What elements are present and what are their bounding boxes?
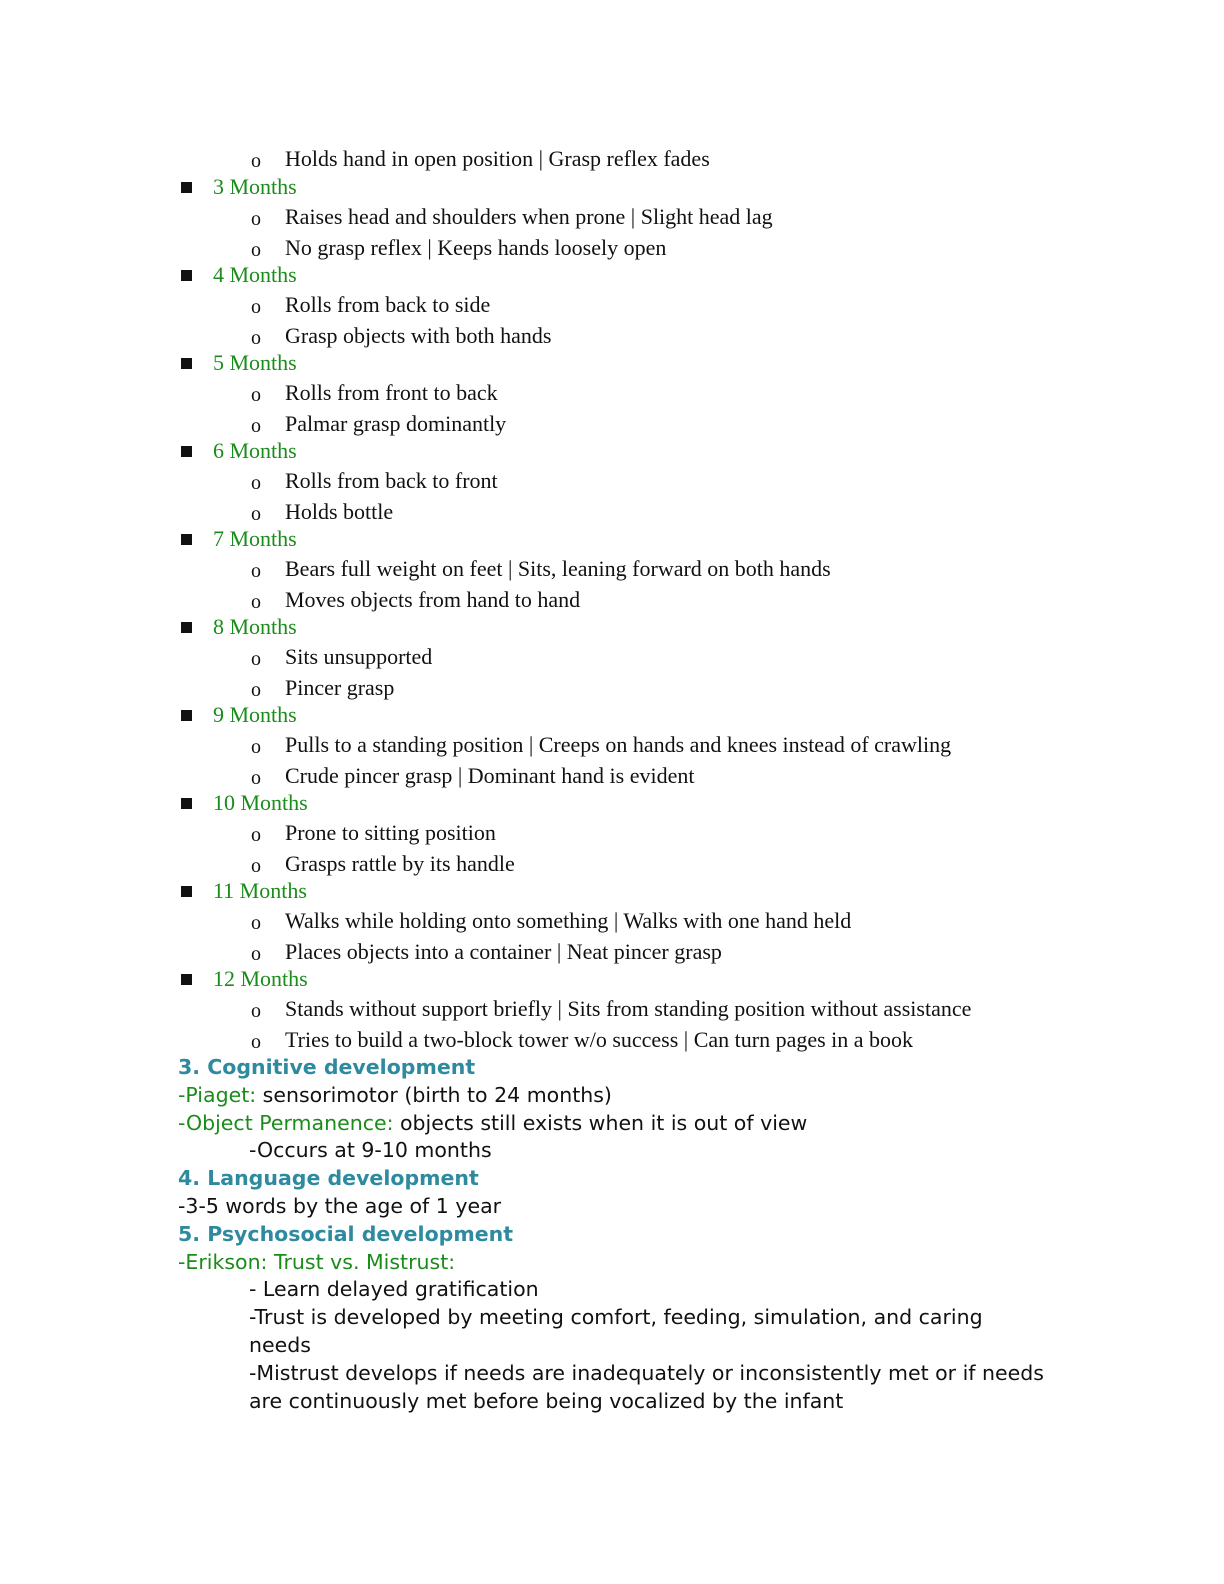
- square-bullet-icon: [181, 182, 192, 193]
- square-bullet-icon: [181, 270, 192, 281]
- month-label: 5 Months: [213, 350, 297, 375]
- psychosocial-text: -Trust is developed by meeting comfort, feeding, simulation, and caring: [249, 1305, 983, 1330]
- month-label: 12 Months: [213, 966, 308, 991]
- circle-bullet-icon: o: [251, 296, 261, 318]
- section-heading: 3. Cognitive development: [178, 1055, 476, 1079]
- month-label: 4 Months: [213, 262, 297, 287]
- object-permanence-line: [178, 1110, 808, 1135]
- month-label: 3 Months: [213, 174, 297, 199]
- list-item: Rolls from back to front: [285, 468, 498, 493]
- list-item: Holds bottle: [285, 499, 394, 524]
- circle-bullet-icon: o: [251, 472, 261, 494]
- circle-bullet-icon: o: [251, 736, 261, 758]
- circle-bullet-icon: o: [251, 208, 261, 230]
- list-item: Crude pincer grasp | Dominant hand is evident: [285, 763, 695, 788]
- circle-bullet-icon: o: [251, 560, 261, 582]
- list-item: Moves objects from hand to hand: [285, 587, 581, 612]
- psychosocial-text: needs: [249, 1333, 311, 1357]
- list-item: Stands without support briefly | Sits from standing position without assistance: [285, 996, 972, 1021]
- circle-bullet-icon: o: [251, 943, 261, 965]
- circle-bullet-icon: o: [251, 591, 261, 613]
- list-item: Pincer grasp: [285, 675, 395, 700]
- piaget-label: -Piaget:: [178, 1082, 257, 1107]
- circle-bullet-icon: o: [251, 384, 261, 406]
- month-label: 8 Months: [213, 614, 297, 639]
- section-heading: 5. Psychosocial development: [178, 1221, 513, 1246]
- square-bullet-icon: [181, 886, 192, 897]
- month-label: 9 Months: [213, 702, 297, 727]
- psychosocial-text: are continuously met before being vocalized by the infant: [249, 1388, 844, 1413]
- circle-bullet-icon: o: [251, 415, 261, 437]
- section-heading: 4. Language development: [178, 1166, 479, 1191]
- square-bullet-icon: [181, 974, 192, 985]
- language-text: -3-5 words by the age of 1 year: [178, 1194, 502, 1218]
- piaget-text: sensorimotor (birth to 24 months): [256, 1082, 612, 1107]
- psychosocial-text: -Mistrust develops if needs are inadequately or inconsistently met or if needs: [249, 1360, 1044, 1385]
- square-bullet-icon: [181, 798, 192, 809]
- piaget-line: [178, 1082, 612, 1107]
- square-bullet-icon: [181, 710, 192, 721]
- month-label: 11 Months: [213, 878, 307, 903]
- circle-bullet-icon: o: [251, 150, 261, 172]
- psychosocial-text: - Learn delayed gratification: [249, 1277, 539, 1302]
- list-item: Places objects into a container | Neat pincer grasp: [285, 939, 722, 964]
- circle-bullet-icon: o: [251, 327, 261, 349]
- occurs-text: -Occurs at 9-10 months: [249, 1138, 492, 1163]
- circle-bullet-icon: o: [251, 1031, 261, 1053]
- circle-bullet-icon: o: [251, 648, 261, 670]
- list-item: Walks while holding onto something | Walks with one hand held: [285, 908, 852, 933]
- circle-bullet-icon: o: [251, 239, 261, 261]
- list-item: Pulls to a standing position | Creeps on hands and knees instead of crawling: [285, 732, 952, 757]
- circle-bullet-icon: o: [251, 855, 261, 877]
- list-item: Sits unsupported: [285, 644, 433, 669]
- circle-bullet-icon: o: [251, 824, 261, 846]
- circle-bullet-icon: o: [251, 679, 261, 701]
- list-item: Holds hand in open position | Grasp reflex fades: [285, 146, 710, 171]
- list-item: Grasps rattle by its handle: [285, 851, 515, 876]
- list-item: Rolls from front to back: [285, 380, 498, 405]
- list-item: Rolls from back to side: [285, 292, 491, 317]
- object-permanence-label: -Object Permanence:: [178, 1110, 394, 1135]
- list-item: Prone to sitting position: [285, 820, 496, 845]
- list-item: No grasp reflex | Keeps hands loosely open: [285, 235, 667, 260]
- circle-bullet-icon: o: [251, 503, 261, 525]
- object-permanence-text: objects still exists when it is out of view: [393, 1110, 808, 1135]
- list-item: Grasp objects with both hands: [285, 323, 552, 348]
- circle-bullet-icon: o: [251, 767, 261, 789]
- circle-bullet-icon: o: [251, 1000, 261, 1022]
- month-label: 10 Months: [213, 790, 308, 815]
- month-label: 6 Months: [213, 438, 297, 463]
- square-bullet-icon: [181, 446, 192, 457]
- list-item: Tries to build a two-block tower w/o success | Can turn pages in a book: [285, 1027, 914, 1052]
- circle-bullet-icon: o: [251, 912, 261, 934]
- square-bullet-icon: [181, 358, 192, 369]
- square-bullet-icon: [181, 534, 192, 545]
- month-label: 7 Months: [213, 526, 297, 551]
- square-bullet-icon: [181, 622, 192, 633]
- list-item: Palmar grasp dominantly: [285, 411, 507, 436]
- list-item: Bears full weight on feet | Sits, leaning forward on both hands: [285, 556, 831, 581]
- erikson-label: -Erikson: Trust vs. Mistrust:: [178, 1249, 456, 1274]
- list-item: Raises head and shoulders when prone | Slight head lag: [285, 204, 773, 229]
